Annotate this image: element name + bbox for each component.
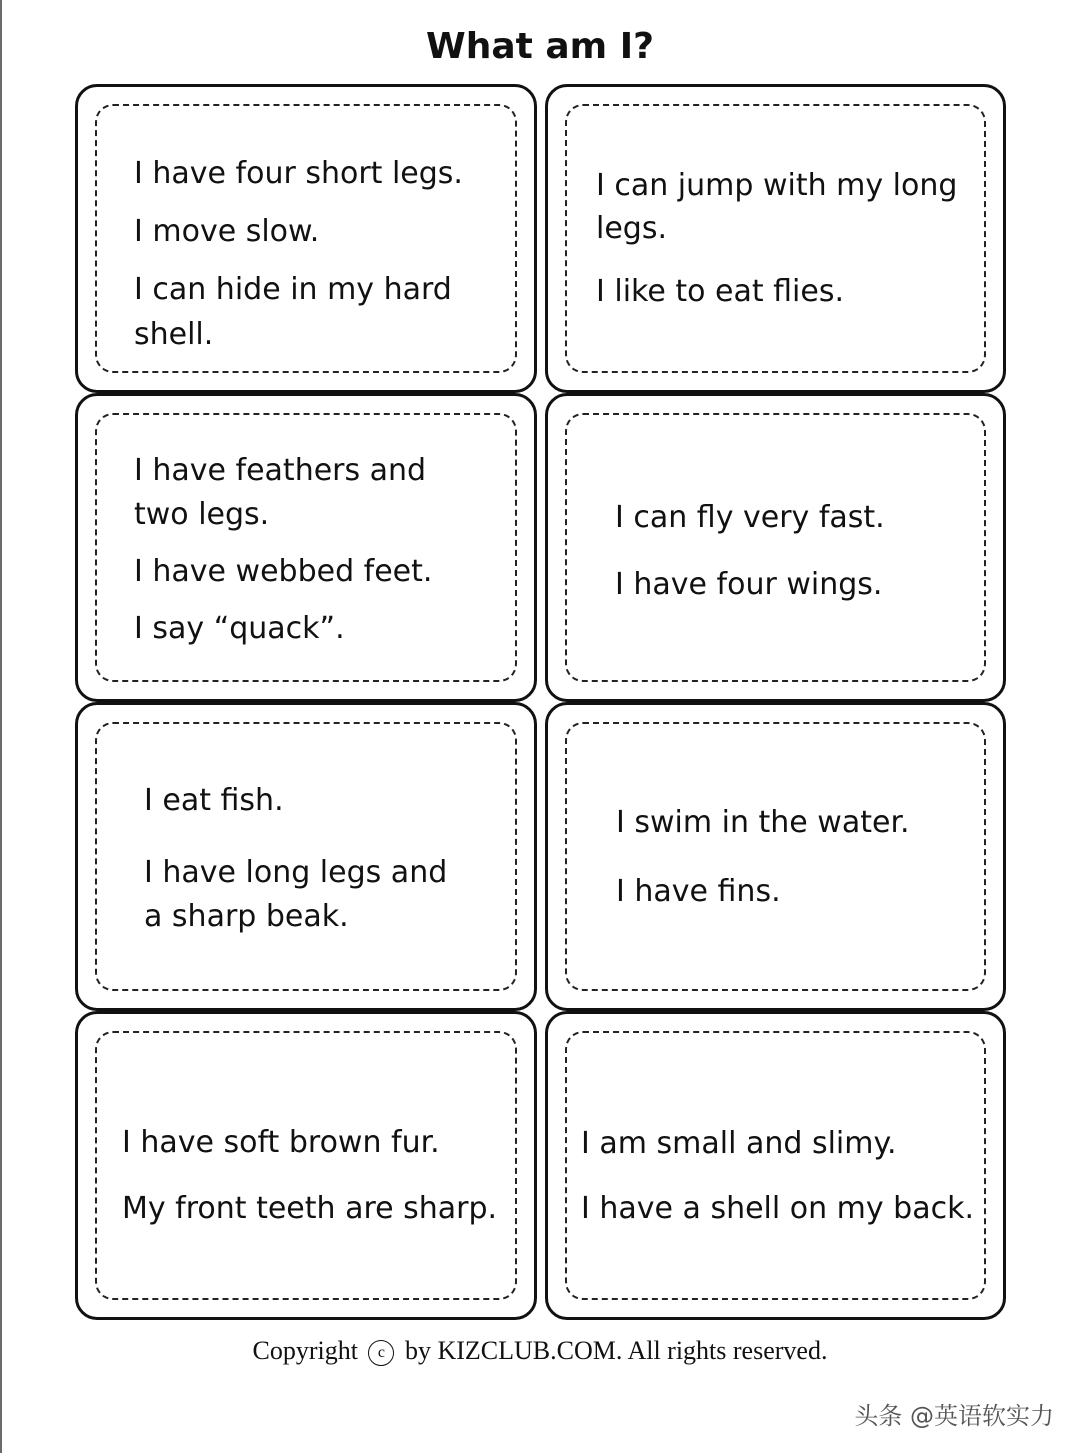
riddle-card-turtle — [75, 84, 537, 393]
riddle-card-duck — [75, 393, 537, 702]
card-line: I swim in the water. — [616, 805, 910, 840]
riddle-card-frog — [545, 84, 1006, 393]
riddle-card-dragonfly — [545, 393, 1006, 702]
card-line: legs. — [596, 211, 668, 246]
card-dashed-border — [565, 722, 986, 991]
card-line: I am small and slimy. — [581, 1126, 897, 1161]
card-line: I can hide in my hard — [134, 272, 452, 307]
card-line: I have soft brown fur. — [122, 1125, 440, 1160]
card-dashed-border — [565, 1031, 986, 1300]
card-line: two legs. — [134, 497, 270, 532]
riddle-card-snail — [545, 1011, 1006, 1320]
copyright-icon: c — [368, 1340, 394, 1366]
card-line: I move slow. — [134, 214, 320, 249]
riddle-card-fish — [545, 702, 1006, 1011]
card-line: I say “quack”. — [134, 611, 345, 646]
card-dashed-border — [95, 1031, 517, 1300]
card-line: I eat fish. — [144, 783, 284, 818]
card-line: I like to eat flies. — [596, 274, 844, 309]
card-line: I have fins. — [616, 874, 781, 909]
card-line: I have long legs and — [144, 855, 448, 890]
card-line: My front teeth are sharp. — [122, 1191, 498, 1226]
card-line: shell. — [134, 317, 214, 352]
card-line: a sharp beak. — [144, 899, 349, 934]
card-line: I have a shell on my back. — [581, 1191, 975, 1226]
riddle-card-beaver — [75, 1011, 537, 1320]
copyright-notice — [0, 1336, 1080, 1366]
copyright-prefix: Copyright — [252, 1336, 358, 1365]
page-title: What am I? — [426, 26, 654, 67]
card-line: I can fly very fast. — [615, 500, 885, 535]
card-line: I have webbed feet. — [134, 554, 433, 589]
card-dashed-border — [565, 413, 986, 682]
copyright-suffix: by KIZCLUB.COM. All rights reserved. — [404, 1336, 828, 1365]
page-left-edge — [0, 0, 2, 1453]
card-line: I have four short legs. — [134, 156, 463, 191]
riddle-card-heron — [75, 702, 537, 1011]
card-line: I have four wings. — [615, 567, 883, 602]
card-line: I have feathers and — [134, 453, 427, 488]
card-line: I can jump with my long — [596, 168, 958, 203]
watermark: 头条 @英语软实力 — [854, 1402, 1054, 1430]
